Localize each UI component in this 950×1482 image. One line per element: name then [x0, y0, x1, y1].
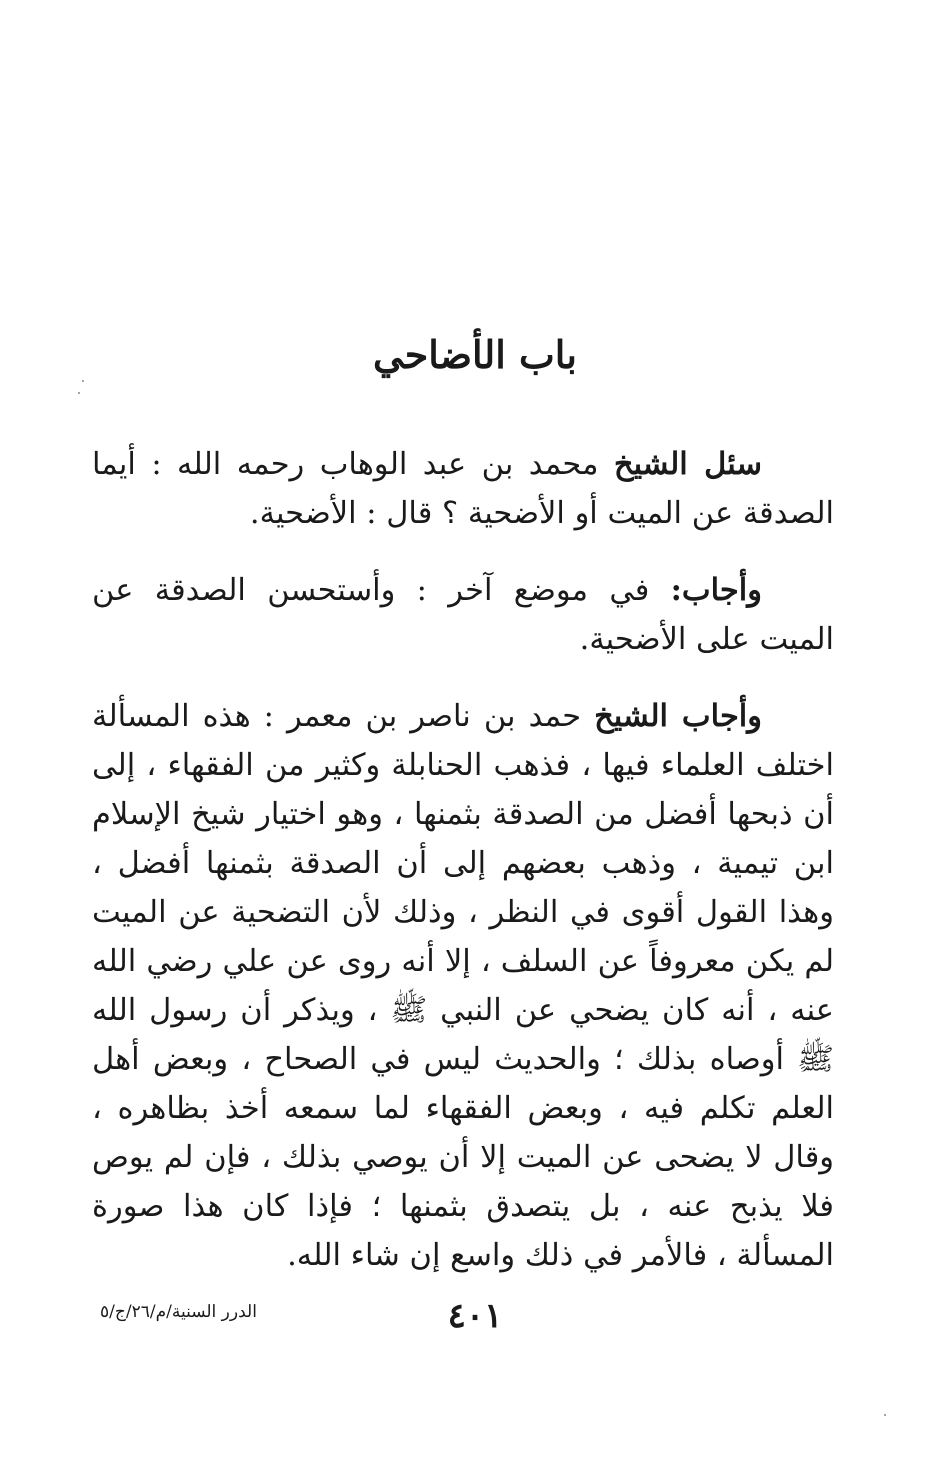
- scan-speck: [78, 392, 80, 394]
- paragraph-text: محمد بن عبد الوهاب رحمه الله : أيما الصدقة عن الميت أو الأضحية ؟ قال : الأضحية.: [92, 447, 834, 531]
- paragraph-question: [92, 440, 834, 538]
- scan-speck: [884, 1414, 886, 1416]
- paragraph-lead: سئل الشيخ: [613, 446, 762, 482]
- scan-speck: [82, 380, 84, 382]
- footer-volume-note: الدرر السنية/م/٢٦/ج/٥: [100, 1302, 257, 1322]
- paragraph-answer-2: [92, 692, 834, 1280]
- paragraph-text: حمد بن ناصر بن معمر : هذه المسألة اختلف العلماء فيها ، فذهب الحنابلة وكثير من الفقهاء ، إلى أن ذبحها أفضل من الصدقة بثمنها ، وهو اختيار شيخ الإسلام ابن تيمية ، وذهب بعضهم إلى أن الصدقة بثمنها أفضل ، وهذا القول أقوى في النظر ، وذلك لأن التضحية عن الميت لم يكن معروفاً عن السلف ، إلا أنه روى عن علي رضي الله عنه ، أنه كان يضحي عن النبي ﷺ ، ويذكر أن رسول الله ﷺ أوصاه بذلك ؛ والحديث ليس في الصحاح ، وبعض أهل العلم تكلم فيه ، وبعض الفقهاء لما سمعه أخذ بظاهره ، وقال لا يضحى عن الميت إلا أن يوصي بذلك ، فإن لم يوص فلا يذبح عنه ، بل يتصدق بثمنها ؛ فإذا كان هذا صورة المسألة ، فالأمر في ذلك واسع إن شاء الله.: [92, 699, 834, 1273]
- paragraph-lead: وأجاب الشيخ: [594, 698, 762, 734]
- paragraph-lead: وأجاب:: [670, 572, 762, 608]
- paragraph-answer-1: [92, 566, 834, 664]
- body-text: [92, 440, 834, 1280]
- chapter-title: باب الأضاحي: [373, 332, 577, 377]
- paragraph-text: في موضع آخر : وأستحسن الصدقة عن الميت على الأضحية.: [92, 573, 834, 657]
- page-number: ٤٠١: [447, 1296, 503, 1336]
